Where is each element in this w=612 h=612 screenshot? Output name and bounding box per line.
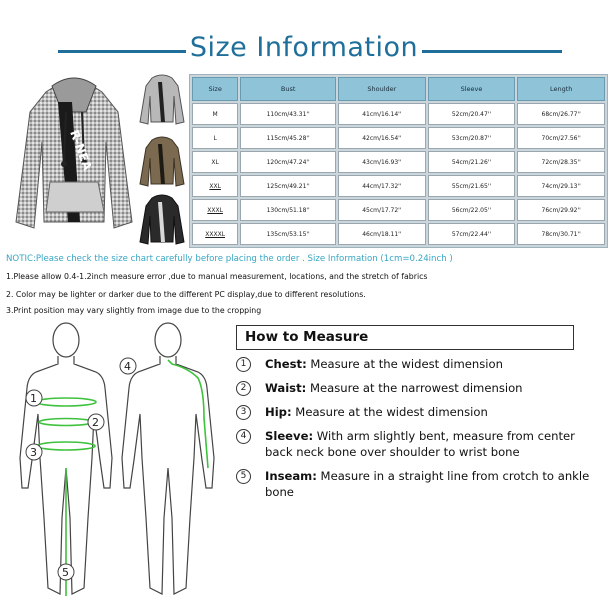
svg-text:4: 4 — [124, 360, 131, 373]
step-inseam — [236, 468, 606, 500]
cell-sleeve: 53cm/20.87'' — [428, 127, 516, 149]
cell-shoulder: 41cm/16.14'' — [338, 103, 426, 125]
cell-bust: 135cm/53.15'' — [240, 223, 336, 245]
cell-sleeve: 55cm/21.65'' — [428, 175, 516, 197]
header-sleeve: Sleeve — [428, 77, 516, 101]
step-sleeve — [236, 428, 606, 460]
table-row — [192, 175, 605, 197]
measure-steps-list — [236, 356, 606, 508]
measurement-figures — [0, 318, 232, 612]
step-text: Measure at the widest dimension — [291, 405, 488, 419]
cell-shoulder: 45cm/17.72'' — [338, 199, 426, 221]
cell-shoulder: 44cm/17.32'' — [338, 175, 426, 197]
table-row — [192, 223, 605, 245]
measurement-lines — [36, 360, 208, 596]
note-color: 2. Color may be lighter or darker due to the different PC display,due to different resolutions. — [6, 290, 366, 299]
step-text: Measure in a straight line from crotch to ankle bone — [265, 469, 590, 499]
step-label: Inseam: — [265, 469, 317, 483]
step-text: Measure at the widest dimension — [306, 357, 503, 371]
size-chart-table — [189, 74, 608, 248]
photo-print-text: R-NEA — [67, 128, 95, 173]
step-waist — [236, 380, 606, 396]
step-text: Measure at the narrowest dimension — [306, 381, 523, 395]
cell-sleeve: 57cm/22.44'' — [428, 223, 516, 245]
title-banner — [0, 30, 612, 70]
cell-length: 68cm/26.77'' — [517, 103, 605, 125]
figure-markers — [26, 358, 136, 580]
svg-text:5: 5 — [62, 566, 69, 579]
cell-sleeve: 52cm/20.47'' — [428, 103, 516, 125]
title-rule-right — [422, 50, 562, 53]
step-chest — [236, 356, 606, 372]
product-photo-main — [6, 72, 142, 242]
notice-text: NOTIC:Please check the size chart carefully before placing the order . Size Information (1cm=0.24inch ) — [6, 254, 453, 264]
step-number: 4 — [236, 429, 251, 444]
cell-shoulder: 43cm/16.93'' — [338, 151, 426, 173]
svg-text:3: 3 — [30, 446, 37, 459]
cell-bust: 120cm/47.24'' — [240, 151, 336, 173]
product-thumb-black[interactable] — [138, 192, 186, 246]
cell-shoulder: 42cm/16.54'' — [338, 127, 426, 149]
table-row — [192, 103, 605, 125]
cell-bust: 115cm/45.28'' — [240, 127, 336, 149]
step-text: With arm slightly bent, measure from center back neck bone over shoulder to wrist bone — [265, 429, 575, 459]
svg-text:1: 1 — [30, 392, 37, 405]
step-label: Hip: — [265, 405, 292, 419]
step-label: Waist: — [265, 381, 307, 395]
cell-size: XXXL — [192, 199, 238, 221]
cell-sleeve: 56cm/22.05'' — [428, 199, 516, 221]
cell-size: L — [192, 127, 238, 149]
cell-shoulder: 46cm/18.11'' — [338, 223, 426, 245]
svg-text:2: 2 — [92, 416, 99, 429]
table-row — [192, 151, 605, 173]
cell-size: XXXXL — [192, 223, 238, 245]
product-thumb-grey[interactable] — [138, 72, 186, 126]
cell-bust: 110cm/43.31'' — [240, 103, 336, 125]
note-print-position: 3.Print position may vary slightly from image due to the cropping — [6, 306, 262, 315]
how-to-measure-title: How to Measure — [245, 329, 369, 345]
header-bust: Bust — [240, 77, 336, 101]
cell-size: XXL — [192, 175, 238, 197]
table-header-row — [192, 77, 605, 101]
cell-bust: 125cm/49.21'' — [240, 175, 336, 197]
step-label: Sleeve: — [265, 429, 314, 443]
header-length: Length — [517, 77, 605, 101]
table-row — [192, 199, 605, 221]
cell-length: 78cm/30.71'' — [517, 223, 605, 245]
cell-length: 74cm/29.13'' — [517, 175, 605, 197]
step-number: 3 — [236, 405, 251, 420]
step-number: 2 — [236, 381, 251, 396]
cell-length: 70cm/27.56'' — [517, 127, 605, 149]
header-size: Size — [192, 77, 238, 101]
cell-size: M — [192, 103, 238, 125]
cell-length: 72cm/28.35'' — [517, 151, 605, 173]
cell-length: 76cm/29.92'' — [517, 199, 605, 221]
step-hip — [236, 404, 606, 420]
product-thumb-khaki[interactable] — [138, 134, 186, 188]
cell-sleeve: 54cm/21.26'' — [428, 151, 516, 173]
note-measure-error: 1.Please allow 0.4-1.2inch measure error ,due to manual measurement, locations, and the stretch of fabrics — [6, 272, 428, 281]
step-number: 5 — [236, 469, 251, 484]
how-to-measure-header — [236, 325, 574, 350]
title-rule-left — [58, 50, 186, 53]
table-row — [192, 127, 605, 149]
cell-size: XL — [192, 151, 238, 173]
cell-bust: 130cm/51.18'' — [240, 199, 336, 221]
header-shoulder: Shoulder — [338, 77, 426, 101]
step-label: Chest: — [265, 357, 307, 371]
step-number: 1 — [236, 357, 251, 372]
page-title: Size Information — [189, 32, 419, 63]
